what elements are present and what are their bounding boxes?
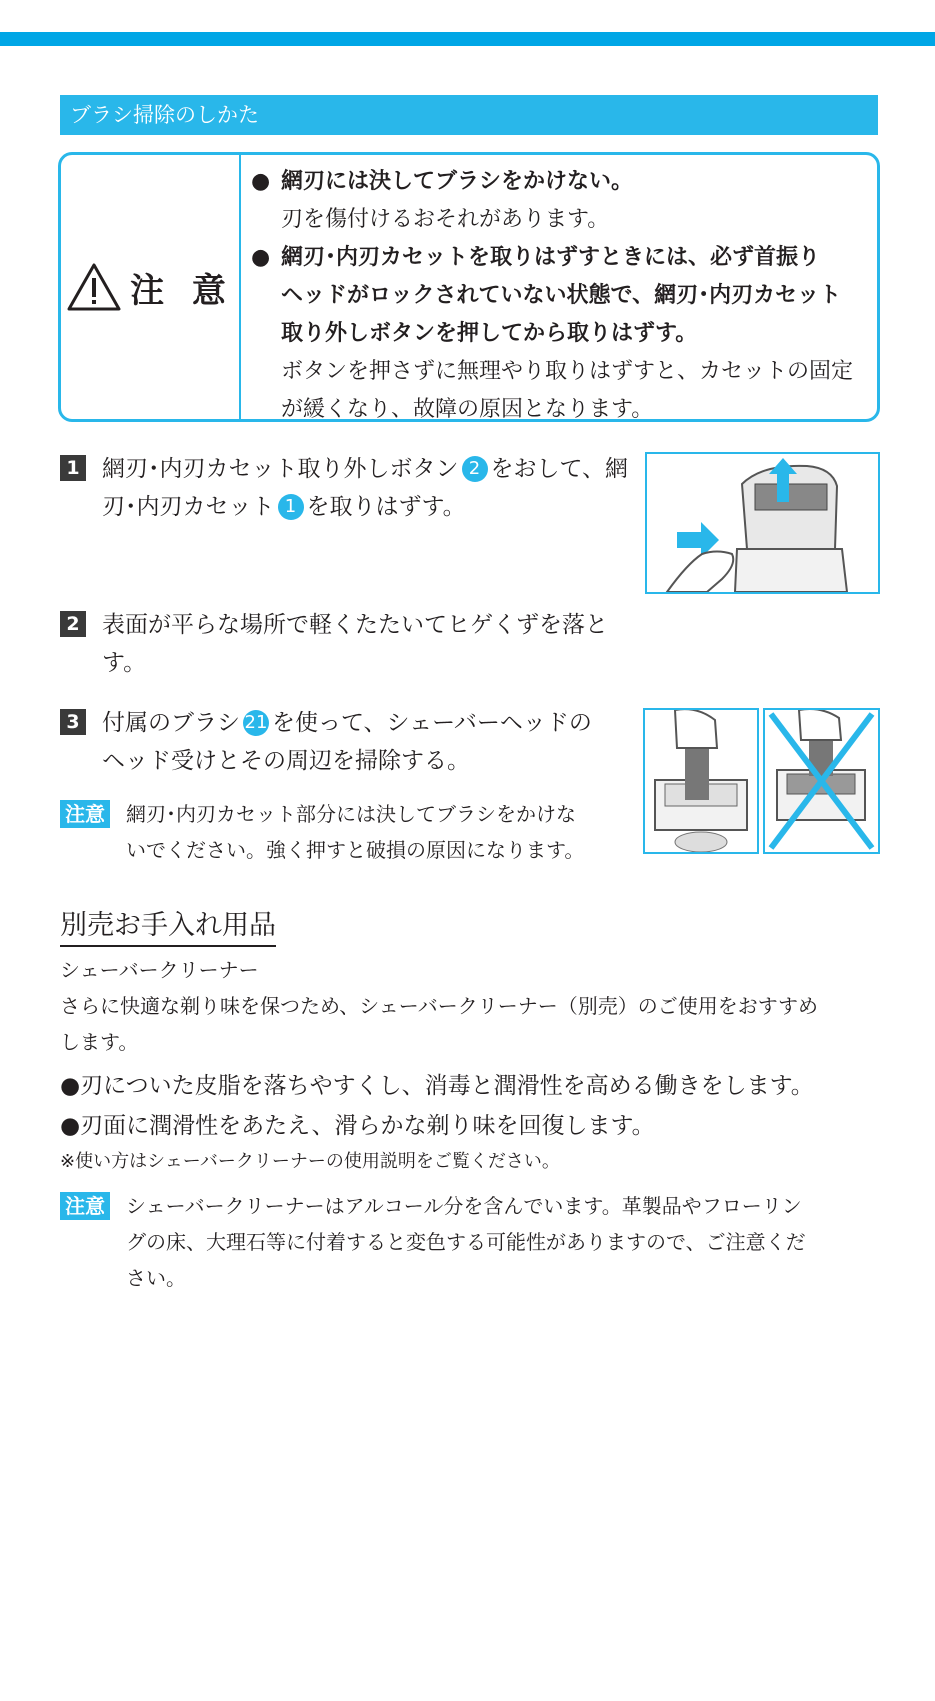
caution-text xyxy=(251,163,867,429)
caution-line: が緩くなり、故障の原因となります。 xyxy=(281,397,654,422)
step-number: 3 xyxy=(60,709,86,735)
caution-line: 取り外しボタンを押してから取りはずす。 xyxy=(281,321,698,346)
warning-triangle-icon xyxy=(66,262,122,312)
note-tag: 注意 xyxy=(60,800,110,828)
note-brush-warning xyxy=(60,796,620,868)
brush-correct-illustration xyxy=(643,708,759,854)
usage-reference-note: ※使い方はシェーバークリーナーの使用説明をご覧ください。 xyxy=(60,1151,560,1172)
caution-label: 注 意 xyxy=(130,270,234,311)
caution-line: 刃を傷付けるおそれがあります。 xyxy=(281,207,610,232)
cleaner-benefit-1: ●刃についた皮脂を落ちやすくし、消毒と潤滑性を高める働きをします。 xyxy=(60,1073,814,1099)
brush-incorrect-illustration xyxy=(763,708,880,854)
note-tag: 注意 xyxy=(60,1192,110,1220)
note-cleaner-warning xyxy=(60,1188,890,1296)
caution-label-panel xyxy=(61,155,241,419)
callout-number-badge: 1 xyxy=(278,494,304,520)
step-text: 表面が平らな場所で軽くたたいてヒゲくずを落と す。 xyxy=(102,612,608,676)
note-text: 網刃･内刃カセット部分には決してブラシをかけな いでください。強く押すと破損の原因になります。 xyxy=(126,802,585,862)
accessories-subheading: シェーバークリーナー xyxy=(60,958,259,982)
cassette-removal-illustration xyxy=(645,452,880,594)
note-text: シェーバークリーナーはアルコール分を含んでいます。革製品やフローリン グの床、大理石等に付着すると変色する可能性がありますので、ご注意くだ さい。 xyxy=(126,1194,806,1290)
step-text: 網刃･内刃カセット取り外しボタン 2 をおして、網 刃･内刃カセット 1 を取りはずす。 xyxy=(102,456,629,520)
caution-line: ● 網刃･内刃カセットを取りはずすときには、必ず首振り xyxy=(251,245,821,270)
caution-box xyxy=(58,152,880,422)
step-number: 2 xyxy=(60,611,86,637)
caution-line: ヘッドがロックされていない状態で、網刃･内刃カセット xyxy=(281,283,842,308)
section-title: ブラシ掃除のしかた xyxy=(60,95,878,135)
top-accent-bar xyxy=(0,32,935,46)
cleaner-benefit-2: ●刃面に潤滑性をあたえ、滑らかな剃り味を回復します。 xyxy=(60,1113,655,1139)
callout-number-badge: 21 xyxy=(243,710,269,736)
step-text: 付属のブラシ 21 を使って、シェーバーヘッドの ヘッド受けとその周辺を掃除する。 xyxy=(102,710,592,774)
callout-number-badge: 2 xyxy=(462,456,488,482)
accessories-description: さらに快適な剃り味を保つため、シェーバークリーナー（別売）のご使用をおすすめ します。 xyxy=(60,994,818,1054)
caution-line: ● 網刃には決してブラシをかけない。 xyxy=(251,169,634,194)
step-number: 1 xyxy=(60,455,86,481)
caution-line: ボタンを押さずに無理やり取りはずすと、カセットの固定 xyxy=(281,359,854,384)
accessories-heading: 別売お手入れ用品 xyxy=(60,903,276,947)
